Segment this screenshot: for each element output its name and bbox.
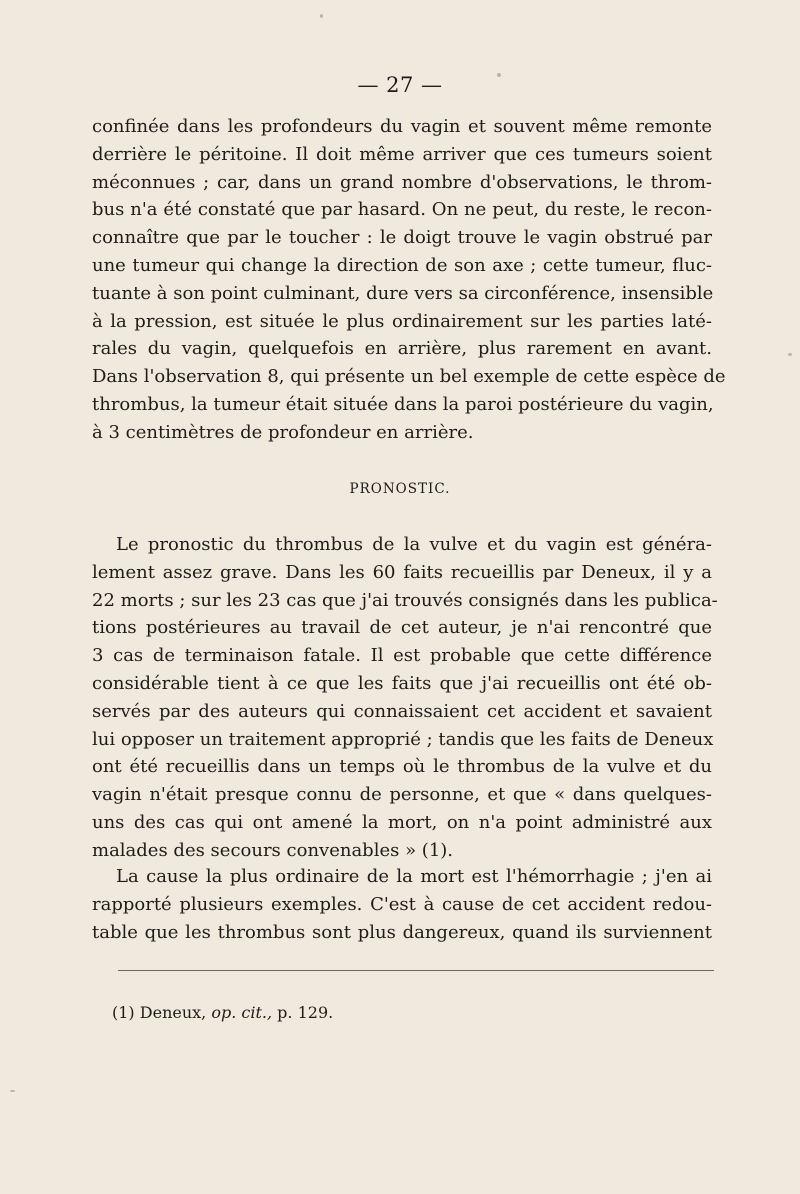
text-line: Le pronostic du thrombus de la vulve et du vagin est généra- — [116, 534, 712, 555]
text-line: lui opposer un traitement approprié ; tandis que les faits de Deneux — [92, 728, 714, 750]
text-line: vagin n'était presque connu de personne, et que « dans quelques- — [92, 784, 712, 806]
text-line: Dans l'observation 8, qui présente un bel exemple de cette espèce de — [92, 366, 726, 388]
text-line: rales du vagin, quelquefois en arrière, plus rarement en avant. — [92, 338, 712, 360]
text-line: malades des secours convenables » (1). — [92, 839, 454, 861]
text-line: à la pression, est située le plus ordinairement sur les parties laté- — [92, 310, 712, 332]
text-line: connaître que par le toucher : le doigt trouve le vagin obstrué par — [92, 227, 712, 249]
paragraph-3 — [92, 863, 712, 946]
text-line: servés par des auteurs qui connaissaient cet accident et savaient — [92, 700, 712, 722]
footnote-reference: op. cit., — [211, 1003, 273, 1022]
text-line: considérable tient à ce que les faits que j'ai recueillis ont été ob- — [92, 672, 712, 694]
footnote-rule — [118, 970, 714, 971]
footnote — [112, 1001, 333, 1025]
footnote-author: Deneux, — [139, 1003, 207, 1022]
section-heading: PRONOSTIC. — [349, 481, 451, 497]
text-line: thrombus, la tumeur était située dans la paroi postérieure du vagin, — [92, 393, 714, 415]
footnote-page: p. 129. — [277, 1003, 334, 1022]
text-line: bus n'a été constaté que par hasard. On ne peut, du reste, le recon- — [92, 199, 712, 221]
text-line: table que les thrombus sont plus dangereux, quand ils surviennent — [92, 921, 712, 943]
text-line: tions postérieures au travail de cet auteur, je n'ai rencontré que — [92, 617, 712, 639]
footnote-marker: (1) — [112, 1003, 135, 1022]
paper-speck — [10, 1090, 15, 1092]
text-line: La cause la plus ordinaire de la mort est l'hémorrhagie ; j'en ai — [116, 866, 712, 887]
text-line: 3 cas de terminaison fatale. Il est probable que cette différence — [92, 645, 712, 667]
text-line: rapporté plusieurs exemples. C'est à cause de cet accident redou- — [92, 893, 712, 915]
paper-speck — [788, 353, 792, 356]
paper-speck — [320, 14, 323, 18]
text-line: uns des cas qui ont amené la mort, on n'a point administré aux — [92, 811, 712, 833]
text-line: derrière le péritoine. Il doit même arriver que ces tumeurs soient — [92, 143, 712, 165]
text-line: à 3 centimètres de profondeur en arrière. — [92, 421, 474, 443]
text-line: méconnues ; car, dans un grand nombre d'observations, le throm- — [92, 171, 712, 193]
paragraph-1 — [92, 113, 726, 447]
paragraph-2 — [92, 531, 718, 865]
text-line: tuante à son point culminant, dure vers sa circonférence, insensible — [92, 282, 714, 304]
text-line: lement assez grave. Dans les 60 faits recueillis par Deneux, il y a — [92, 561, 712, 583]
text-line: 22 morts ; sur les 23 cas que j'ai trouvés consignés dans les publica- — [92, 589, 718, 611]
text-line: ont été recueillis dans un temps où le thrombus de la vulve et du — [92, 756, 712, 778]
page-number: — 27 — — [357, 73, 443, 97]
text-line: une tumeur qui change la direction de son axe ; cette tumeur, fluc- — [92, 254, 712, 276]
text-line: confinée dans les profondeurs du vagin et souvent même remonte — [92, 116, 712, 137]
paper-speck — [497, 73, 501, 77]
